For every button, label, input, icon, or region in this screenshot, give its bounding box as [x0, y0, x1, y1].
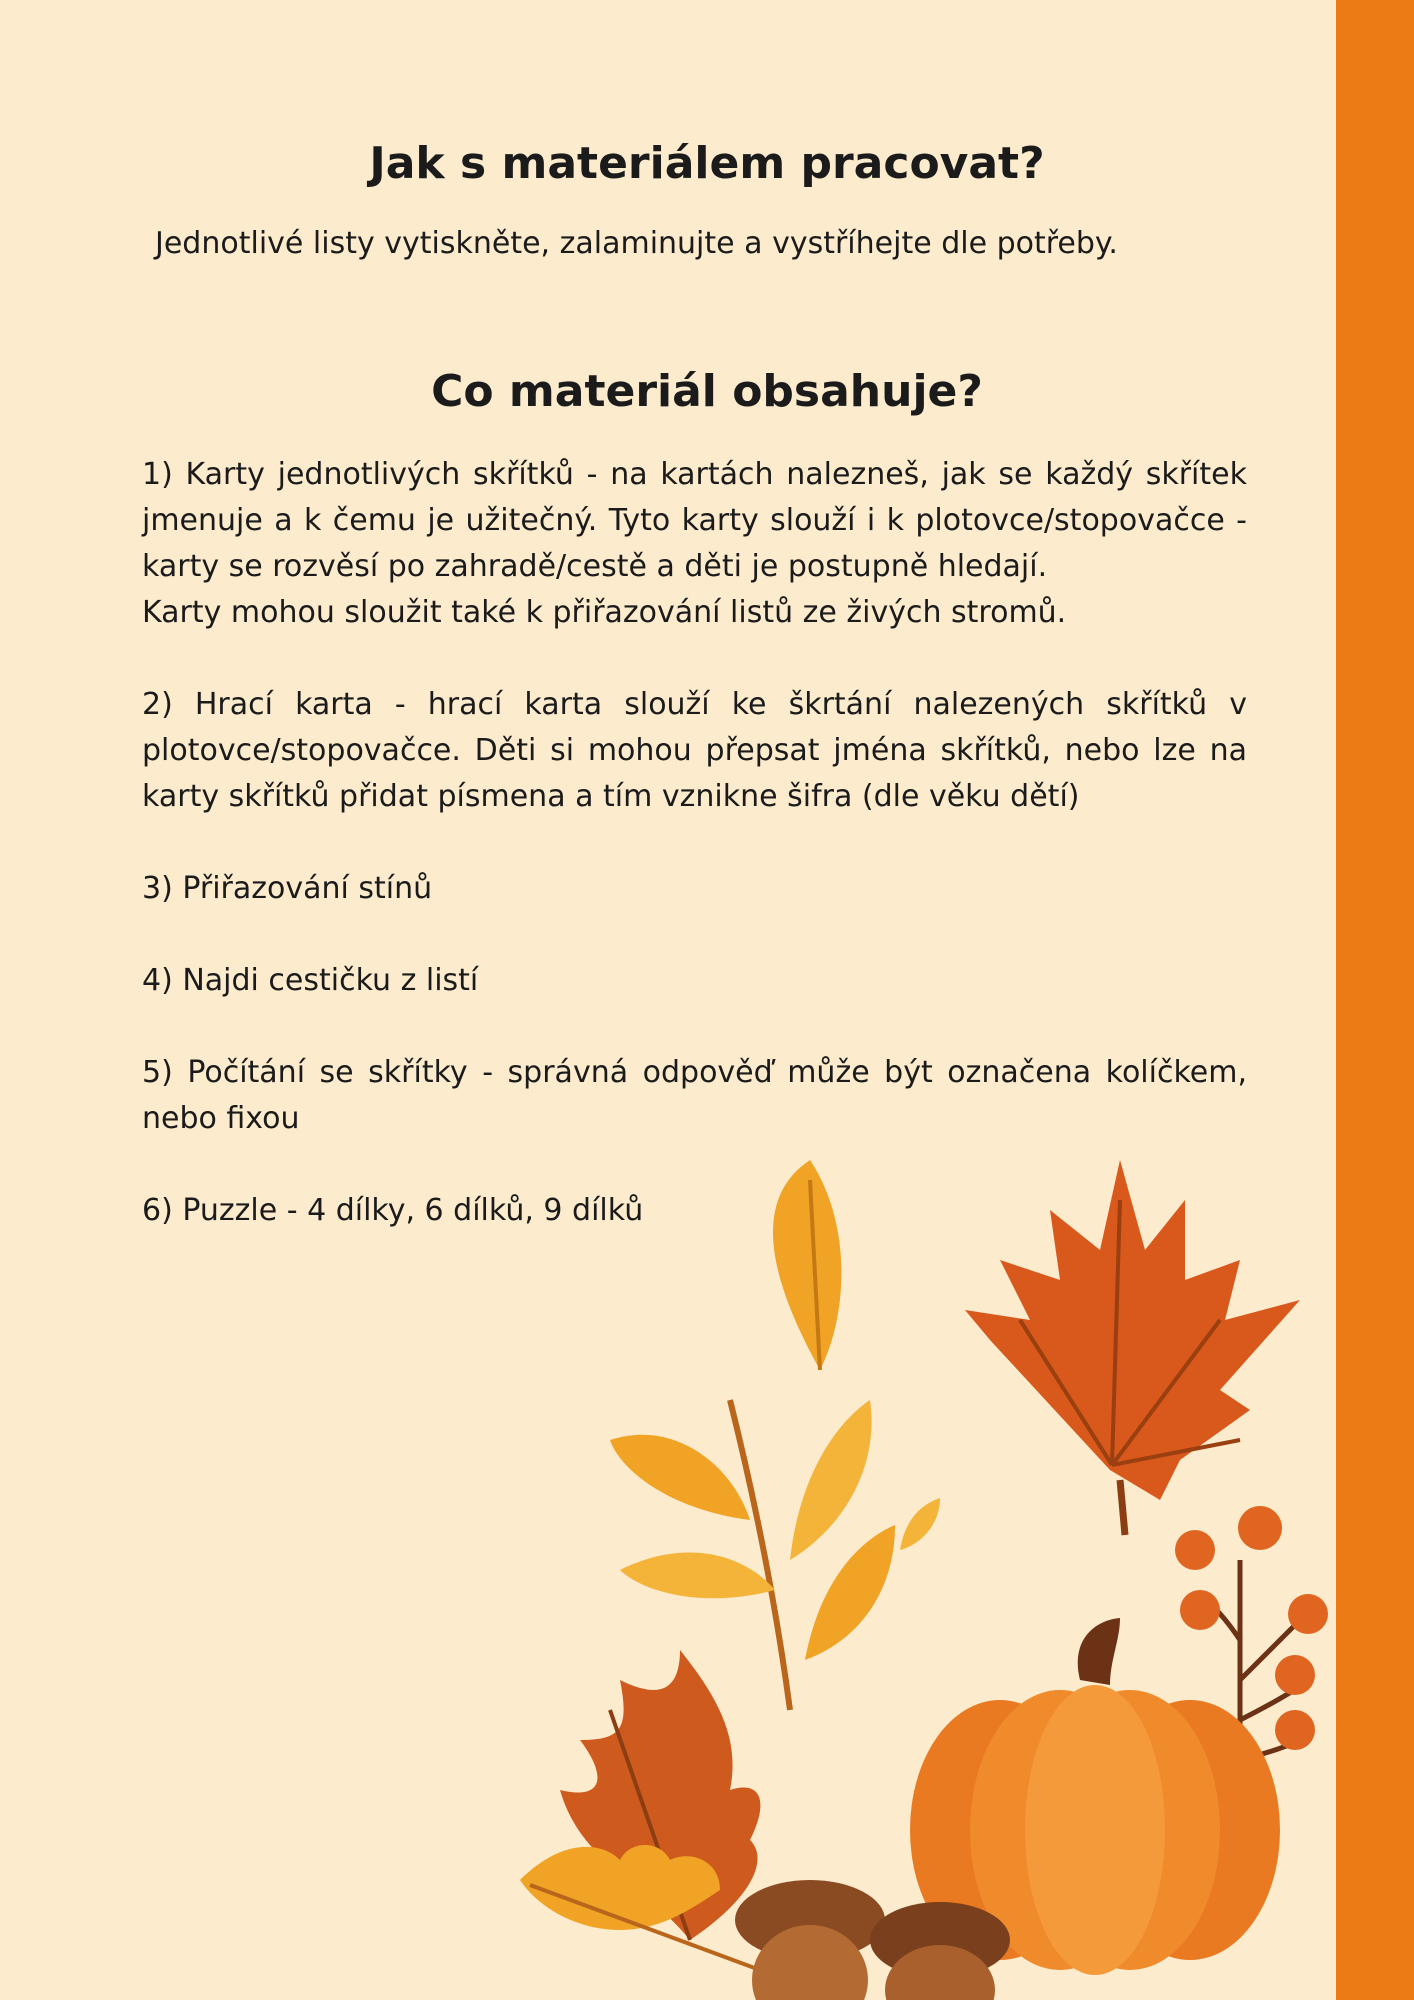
- intro-text: Jednotlivé listy vytiskněte, zalaminujte a vystříhejte dle potřeby.: [155, 226, 1118, 261]
- list-item-text: 2) Hrací karta - hrací karta slouží ke škrtání nalezených skřítků v plotovce/stopovačce. Děti si mohou přepsat jména skřítků, nebo lze na karty skřítků přidat písmena a tím vznikne šifra (dle věku dětí): [142, 687, 1247, 814]
- list-item-3: [142, 866, 1247, 912]
- section-title-contents: Co materiál obsahuje?: [431, 366, 983, 417]
- list-item-text: 1) Karty jednotlivých skřítků - na kartách nalezneš, jak se každý skřítek jmenuje a k čemu je užitečný. Tyto karty slouží i k plotovce/stopovačce - karty se rozvěsí po zahradě/cestě a děti je postupně hledají.: [142, 457, 1247, 584]
- leaf-branch-icon: [610, 1160, 940, 1710]
- list-item-text: 5) Počítání se skřítky - správná odpověď může být označena kolíčkem, nebo fixou: [142, 1055, 1247, 1136]
- side-stripe: [1336, 0, 1414, 2000]
- maple-leaf-icon: [965, 1160, 1300, 1535]
- list-item-1: [142, 452, 1247, 636]
- list-item-5: [142, 1050, 1247, 1142]
- list-item-4: [142, 958, 1247, 1004]
- autumn-illustration: [520, 1140, 1336, 2000]
- list-item-text: 4) Najdi cestičku z listí: [142, 963, 479, 998]
- list-item-text: 6) Puzzle - 4 dílky, 6 dílků, 9 dílků: [142, 1193, 644, 1228]
- list-item-2: [142, 682, 1247, 820]
- list-item-note: Karty mohou sloužit také k přiřazování listů ze živých stromů.: [142, 595, 1067, 630]
- list-item-text: 3) Přiřazování stínů: [142, 871, 433, 906]
- section-title-how-to-work: Jak s materiálem pracovat?: [369, 138, 1045, 189]
